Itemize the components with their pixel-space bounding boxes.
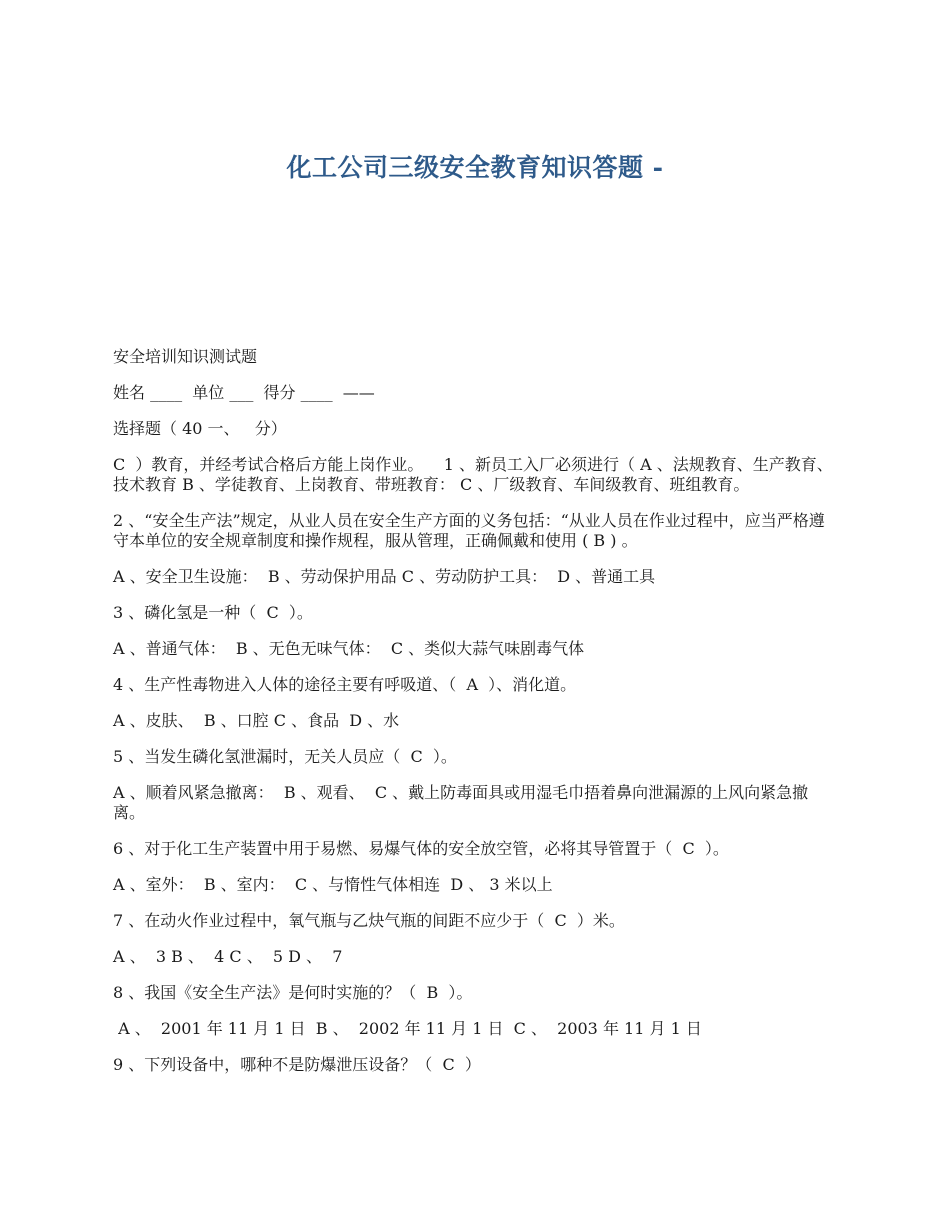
section-heading: 安全培训知识测试题 [113,347,258,366]
question-9: 9 、下列设备中，哪种不是防爆泄压设备？（ C ） [113,1055,481,1074]
question-6-options: A 、室外： B 、室内： C 、与惰性气体相连 D 、 3 米以上 [113,875,553,894]
question-2-options: A 、安全卫生设施： B 、劳动保护用品 C 、劳动防护工具： D 、普通工具 [113,567,656,586]
document-body [113,347,833,1091]
question-4-options: A 、皮肤、 B 、口腔 C 、食品 D 、水 [113,711,400,730]
question-3-options: A 、普通气体： B 、无色无味气体： C 、类似大蒜气味剧毒气体 [113,639,585,658]
question-8-options: A 、 2001 年 11 月 1 日 B 、 2002 年 11 月 1 日 C 、 2003 年 11 月 1 日 [113,1019,702,1038]
question-3: 3 、磷化氢是一种（ C ）。 [113,603,313,622]
question-2: 2 、“安全生产法”规定，从业人员在安全生产方面的义务包括：“从业人员在作业过程中，应当严格遵守本单位的安全规章制度和操作规程，服从管理，正确佩戴和使用 ( B ) 。 [113,511,825,550]
question-5-options: A 、顺着风紧急撤离： B 、观看、 C 、戴上防毒面具或用湿毛巾捂着鼻向泄漏源的上风向紧急撤离。 [113,783,809,822]
question-5: 5 、当发生磷化氢泄漏时，无关人员应（ C ）。 [113,747,457,766]
question-1: C ）教育，并经考试合格后方能上岗作业。 1 、新员工入厂必须进行（ A 、法规教育、生产教育、技术教育 B 、学徒教育、上岗教育、带班教育： C 、厂级教育、车间级教育、班组教育。 [113,455,833,494]
question-7: 7 、在动火作业过程中，氧气瓶与乙炔气瓶的间距不应少于（ C ）米。 [113,911,625,930]
question-7-options: A 、 3 B 、 4 C 、 5 D 、 7 [113,947,343,966]
question-6: 6 、对于化工生产装置中用于易燃、易爆气体的安全放空管，必将其导管置于（ C ）。 [113,839,729,858]
question-8: 8 、我国《安全生产法》是何时实施的？（ B ）。 [113,983,473,1002]
name-unit-score-line: 姓名 ____ 单位 ___ 得分 ____ —— [113,383,375,402]
question-4: 4 、生产性毒物进入人体的途径主要有呼吸道、（ A ）、消化道。 [113,675,577,694]
document-title: 化工公司三级安全教育知识答题 - [286,153,664,182]
section-subheading: 选择题（ 40 一、 分） [113,419,287,438]
